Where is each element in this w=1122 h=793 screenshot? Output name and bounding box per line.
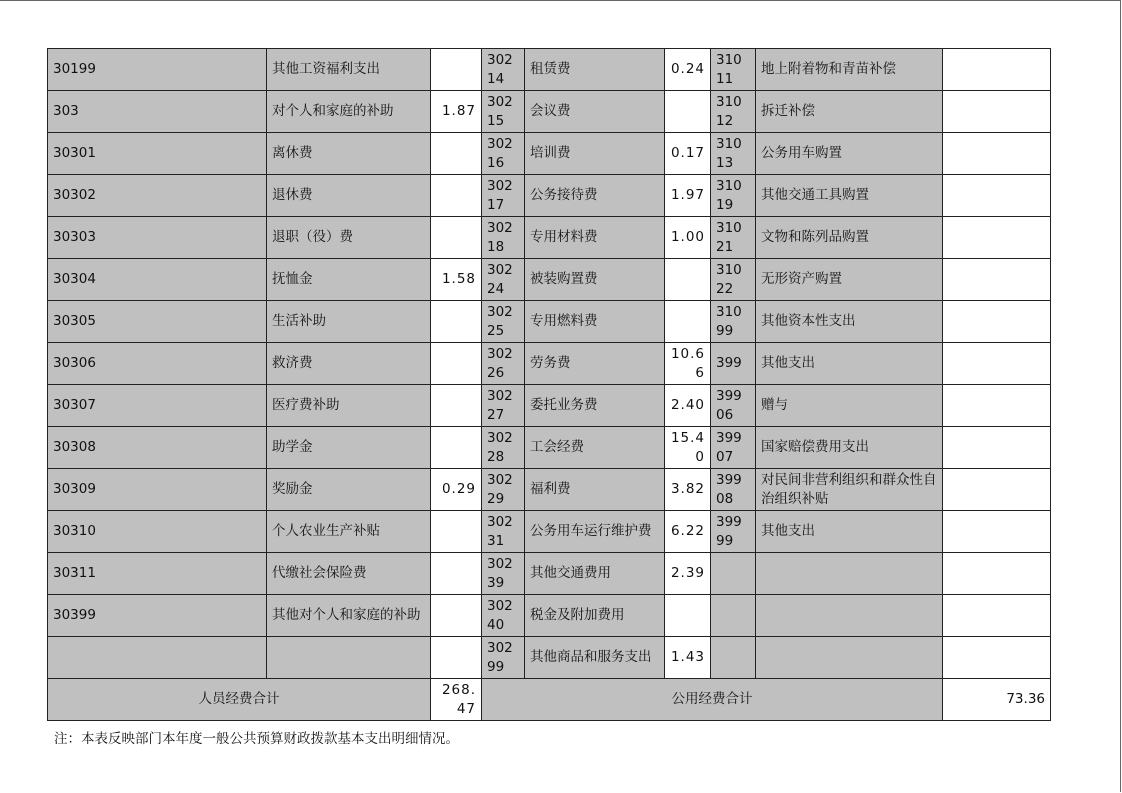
capital-item: 拆迁补偿 — [756, 91, 943, 133]
personnel-amount — [431, 217, 482, 259]
personnel-code: 30199 — [48, 49, 267, 91]
table-row — [48, 175, 1051, 217]
public-amount: 6.22 — [665, 511, 711, 553]
table-body — [48, 49, 1051, 679]
capital-amount — [943, 217, 1051, 259]
capital-amount — [943, 91, 1051, 133]
public-total-value: 73.36 — [943, 679, 1051, 721]
table-row — [48, 427, 1051, 469]
capital-amount — [943, 301, 1051, 343]
capital-item: 文物和陈列品购置 — [756, 217, 943, 259]
personnel-amount — [431, 175, 482, 217]
personnel-item: 奖励金 — [267, 469, 431, 511]
public-item: 其他交通费用 — [525, 553, 665, 595]
public-item: 被装购置费 — [525, 259, 665, 301]
personnel-code: 303 — [48, 91, 267, 133]
table-row — [48, 637, 1051, 679]
personnel-item: 离休费 — [267, 133, 431, 175]
table-row — [48, 511, 1051, 553]
personnel-code: 30307 — [48, 385, 267, 427]
personnel-amount — [431, 637, 482, 679]
personnel-total-label: 人员经费合计 — [48, 679, 431, 721]
public-code: 30215 — [482, 91, 525, 133]
personnel-code: 30303 — [48, 217, 267, 259]
capital-amount — [943, 49, 1051, 91]
public-code: 30218 — [482, 217, 525, 259]
capital-item: 无形资产购置 — [756, 259, 943, 301]
capital-item — [756, 553, 943, 595]
table-row — [48, 133, 1051, 175]
personnel-amount — [431, 427, 482, 469]
table-row — [48, 301, 1051, 343]
personnel-amount — [431, 595, 482, 637]
table-row — [48, 91, 1051, 133]
personnel-item: 对个人和家庭的补助 — [267, 91, 431, 133]
personnel-amount — [431, 385, 482, 427]
public-code: 30228 — [482, 427, 525, 469]
public-amount — [665, 595, 711, 637]
personnel-code — [48, 637, 267, 679]
capital-amount — [943, 553, 1051, 595]
public-item: 其他商品和服务支出 — [525, 637, 665, 679]
capital-item: 赠与 — [756, 385, 943, 427]
table-row — [48, 49, 1051, 91]
personnel-amount — [431, 301, 482, 343]
capital-amount — [943, 511, 1051, 553]
personnel-code: 30308 — [48, 427, 267, 469]
capital-amount — [943, 427, 1051, 469]
capital-code: 31022 — [711, 259, 756, 301]
personnel-code: 30311 — [48, 553, 267, 595]
public-code: 30225 — [482, 301, 525, 343]
public-code: 30240 — [482, 595, 525, 637]
public-item: 公务用车运行维护费 — [525, 511, 665, 553]
personnel-item: 个人农业生产补贴 — [267, 511, 431, 553]
public-code: 30216 — [482, 133, 525, 175]
capital-amount — [943, 595, 1051, 637]
capital-code — [711, 553, 756, 595]
personnel-total-value: 268.47 — [431, 679, 482, 721]
public-amount: 2.39 — [665, 553, 711, 595]
capital-code: 39907 — [711, 427, 756, 469]
capital-amount — [943, 175, 1051, 217]
capital-code: 31021 — [711, 217, 756, 259]
public-amount: 1.43 — [665, 637, 711, 679]
capital-item: 国家赔偿费用支出 — [756, 427, 943, 469]
capital-amount — [943, 637, 1051, 679]
public-item: 租赁费 — [525, 49, 665, 91]
public-item: 专用燃料费 — [525, 301, 665, 343]
table-row — [48, 469, 1051, 511]
public-item: 工会经费 — [525, 427, 665, 469]
public-item: 福利费 — [525, 469, 665, 511]
table-row — [48, 553, 1051, 595]
public-amount: 15.40 — [665, 427, 711, 469]
capital-code: 39999 — [711, 511, 756, 553]
personnel-amount — [431, 133, 482, 175]
public-code: 30227 — [482, 385, 525, 427]
public-amount — [665, 301, 711, 343]
totals-row — [48, 679, 1051, 721]
capital-code: 31012 — [711, 91, 756, 133]
capital-code: 31011 — [711, 49, 756, 91]
personnel-amount — [431, 511, 482, 553]
personnel-item: 抚恤金 — [267, 259, 431, 301]
personnel-item — [267, 637, 431, 679]
table-row — [48, 259, 1051, 301]
capital-item: 公务用车购置 — [756, 133, 943, 175]
personnel-amount — [431, 343, 482, 385]
capital-item: 其他交通工具购置 — [756, 175, 943, 217]
capital-code: 39908 — [711, 469, 756, 511]
table-note: 注：本表反映部门本年度一般公共预算财政拨款基本支出明细情况。 — [54, 731, 459, 747]
public-code: 30239 — [482, 553, 525, 595]
public-amount: 10.66 — [665, 343, 711, 385]
public-item: 劳务费 — [525, 343, 665, 385]
table-row — [48, 595, 1051, 637]
personnel-code: 30302 — [48, 175, 267, 217]
capital-code: 31019 — [711, 175, 756, 217]
personnel-amount: 0.29 — [431, 469, 482, 511]
public-total-label: 公用经费合计 — [482, 679, 943, 721]
public-code: 30299 — [482, 637, 525, 679]
public-code: 30231 — [482, 511, 525, 553]
public-item: 公务接待费 — [525, 175, 665, 217]
personnel-code: 30304 — [48, 259, 267, 301]
public-item: 会议费 — [525, 91, 665, 133]
public-item: 委托业务费 — [525, 385, 665, 427]
expenditure-detail-table — [47, 48, 1051, 721]
public-code: 30214 — [482, 49, 525, 91]
personnel-item: 退休费 — [267, 175, 431, 217]
public-code: 30226 — [482, 343, 525, 385]
public-amount: 0.17 — [665, 133, 711, 175]
capital-code: 399 — [711, 343, 756, 385]
capital-code: 39906 — [711, 385, 756, 427]
personnel-code: 30306 — [48, 343, 267, 385]
personnel-code: 30301 — [48, 133, 267, 175]
capital-item — [756, 595, 943, 637]
public-code: 30224 — [482, 259, 525, 301]
capital-item: 其他支出 — [756, 343, 943, 385]
capital-amount — [943, 259, 1051, 301]
personnel-item: 救济费 — [267, 343, 431, 385]
public-item: 培训费 — [525, 133, 665, 175]
table-row — [48, 385, 1051, 427]
public-code: 30217 — [482, 175, 525, 217]
capital-item: 对民间非营利组织和群众性自治组织补贴 — [756, 469, 943, 511]
personnel-item: 生活补助 — [267, 301, 431, 343]
personnel-item: 助学金 — [267, 427, 431, 469]
capital-amount — [943, 133, 1051, 175]
public-item: 税金及附加费用 — [525, 595, 665, 637]
public-amount — [665, 91, 711, 133]
personnel-item: 其他工资福利支出 — [267, 49, 431, 91]
personnel-item: 退职（役）费 — [267, 217, 431, 259]
public-amount: 1.00 — [665, 217, 711, 259]
public-amount: 1.97 — [665, 175, 711, 217]
personnel-code: 30305 — [48, 301, 267, 343]
capital-code: 31099 — [711, 301, 756, 343]
capital-code — [711, 595, 756, 637]
personnel-amount: 1.87 — [431, 91, 482, 133]
personnel-amount: 1.58 — [431, 259, 482, 301]
personnel-code: 30310 — [48, 511, 267, 553]
capital-amount — [943, 469, 1051, 511]
public-amount: 3.82 — [665, 469, 711, 511]
capital-item: 其他资本性支出 — [756, 301, 943, 343]
personnel-code: 30309 — [48, 469, 267, 511]
personnel-item: 医疗费补助 — [267, 385, 431, 427]
public-code: 30229 — [482, 469, 525, 511]
personnel-amount — [431, 553, 482, 595]
capital-item — [756, 637, 943, 679]
public-item: 专用材料费 — [525, 217, 665, 259]
personnel-item: 其他对个人和家庭的补助 — [267, 595, 431, 637]
personnel-item: 代缴社会保险费 — [267, 553, 431, 595]
capital-amount — [943, 385, 1051, 427]
public-amount — [665, 259, 711, 301]
capital-amount — [943, 343, 1051, 385]
capital-code: 31013 — [711, 133, 756, 175]
capital-item: 其他支出 — [756, 511, 943, 553]
public-amount: 2.40 — [665, 385, 711, 427]
personnel-amount — [431, 49, 482, 91]
table-row — [48, 343, 1051, 385]
table-row — [48, 217, 1051, 259]
capital-item: 地上附着物和青苗补偿 — [756, 49, 943, 91]
public-amount: 0.24 — [665, 49, 711, 91]
personnel-code: 30399 — [48, 595, 267, 637]
capital-code — [711, 637, 756, 679]
